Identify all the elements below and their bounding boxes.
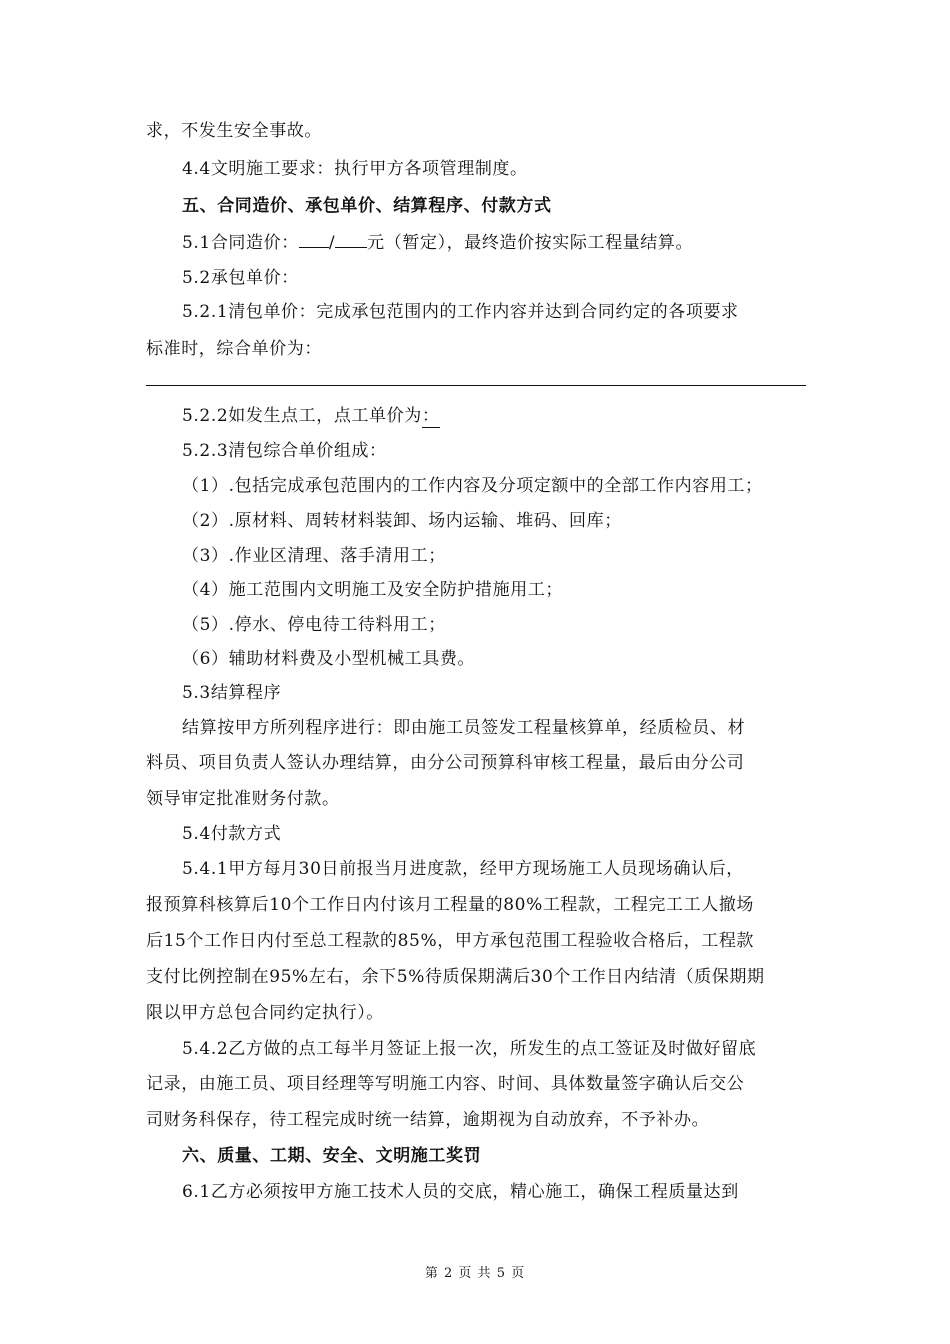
list-item: （6）辅助材料费及小型机械工具费。 xyxy=(182,649,476,669)
section-heading: 五、合同造价、承包单价、结算程序、付款方式 xyxy=(182,196,552,216)
list-item: （1）.包括完成承包范围内的工作内容及分项定额中的全部工作内容用工； xyxy=(182,476,763,496)
text-line: 报预算科核算后10个工作日内付该月工程量的80%工程款，工程完工工人撤场 xyxy=(146,895,755,915)
list-item: （5）.停水、停电待工待料用工； xyxy=(182,615,446,635)
text-line: 记录，由施工员、项目经理等写明施工内容、时间、具体数量签字确认后交公 xyxy=(146,1074,745,1094)
text-line: 标准时，综合单价为： xyxy=(146,339,322,359)
text-line: 料员、项目负责人签认办理结算，由分公司预算科审核工程量，最后由分公司 xyxy=(146,753,745,773)
text-line: 领导审定批准财务付款。 xyxy=(146,789,340,809)
text-line: 5.2承包单价： xyxy=(182,268,299,288)
text-line: 4.4文明施工要求：执行甲方各项管理制度。 xyxy=(182,159,528,179)
text-line: 5.2.1清包单价：完成承包范围内的工作内容并达到合同约定的各项要求 xyxy=(182,302,739,322)
list-item: （4）施工范围内文明施工及安全防护措施用工； xyxy=(182,580,564,600)
blank-field: ： xyxy=(422,406,440,426)
text-line: 后15个工作日内付至总工程款的85%，甲方承包范围工程验收合格后，工程款 xyxy=(146,931,755,951)
text-line: 支付比例控制在95%左右，余下5%待质保期满后30个工作日内结清（质保期期 xyxy=(146,967,765,987)
blank-field xyxy=(335,247,367,248)
fill-in-rule xyxy=(146,385,806,386)
list-item: （3）.作业区清理、落手清用工； xyxy=(182,546,446,566)
text-line: 求，不发生安全事故。 xyxy=(146,121,322,141)
list-item: （2）.原材料、周转材料装卸、场内运输、堆码、回库； xyxy=(182,511,622,531)
blank-field xyxy=(299,247,329,248)
text-line: 5.4.2乙方做的点工每半月签证上报一次，所发生的点工签证及时做好留底 xyxy=(182,1039,757,1059)
text-line: 限以甲方总包合同约定执行）。 xyxy=(146,1003,384,1023)
text-line: 5.4付款方式 xyxy=(182,824,282,844)
contract-price-line: 5.1合同造价： / 元（暂定），最终造价按实际工程量结算。 xyxy=(182,233,694,253)
section-heading: 六、质量、工期、安全、文明施工奖罚 xyxy=(182,1146,482,1166)
text-line: 5.4.1甲方每月30日前报当月进度款，经甲方现场施工人员现场确认后， xyxy=(182,859,744,879)
text-line: 结算按甲方所列程序进行：即由施工员签发工程量核算单，经质检员、材 xyxy=(182,718,746,738)
text-line: 5.2.2如发生点工，点工单价为： xyxy=(182,406,440,426)
text-line: 5.2.3清包综合单价组成： xyxy=(182,441,387,461)
text-line: 5.3结算程序 xyxy=(182,683,282,703)
text-line: 司财务科保存，待工程完成时统一结算，逾期视为自动放弃，不予补办。 xyxy=(146,1110,710,1130)
text-line: 6.1乙方必须按甲方施工技术人员的交底，精心施工，确保工程质量达到 xyxy=(182,1182,739,1202)
page-footer: 第 2 页 共 5 页 xyxy=(424,1266,526,1281)
